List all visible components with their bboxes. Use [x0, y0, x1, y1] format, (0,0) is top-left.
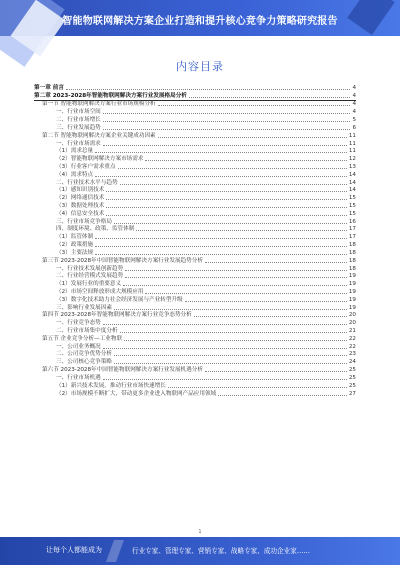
- report-title: 智能物联网解决方案企业打造和提升核心竞争力策略研究报告: [62, 16, 338, 27]
- toc-leader-dots: [106, 215, 347, 216]
- toc-entry-page: 12: [348, 156, 356, 163]
- toc-entry[interactable]: [34, 108, 356, 116]
- toc-leader-dots: [123, 285, 347, 286]
- toc-leader-dots: [95, 254, 347, 255]
- toc-entry-page: 16: [348, 218, 356, 225]
- toc-entry-label: 二、公司竞争优势分析: [56, 351, 112, 358]
- footer-roles: 行业专家、管理专家、营销专家、战略专家、成功企业家……: [132, 547, 311, 555]
- toc-entry-label: 第二节 智能物联网解决方案企业关键成功因素: [42, 132, 156, 139]
- toc-entry-page: 14: [348, 179, 356, 186]
- table-of-contents: [34, 84, 356, 398]
- toc-entry-page: 18: [348, 257, 356, 264]
- toc-entry-page: 25: [348, 374, 356, 381]
- toc-entry[interactable]: [34, 374, 356, 382]
- toc-entry-page: 4: [352, 109, 356, 116]
- toc-entry-page: 25: [348, 367, 356, 374]
- toc-entry-page: 4: [352, 92, 356, 99]
- toc-leader-dots: [158, 105, 351, 106]
- toc-entry[interactable]: [34, 327, 356, 335]
- toc-entry-page: 19: [348, 288, 356, 295]
- toc-entry[interactable]: [34, 202, 356, 210]
- toc-entry-label: 二、行业经营模式发展趋势: [56, 273, 124, 280]
- toc-entry[interactable]: [34, 312, 356, 320]
- toc-entry-label: 第一节 智能物联网解决方案行业市场规模分析: [42, 101, 156, 108]
- toc-leader-dots: [120, 332, 347, 333]
- toc-entry-label: （2）市场空间释放形成大规模应用: [56, 288, 144, 295]
- toc-leader-dots: [103, 145, 347, 146]
- toc-entry[interactable]: [34, 249, 356, 257]
- toc-entry-label: （2）政策措施: [56, 242, 94, 249]
- toc-entry-page: 11: [348, 148, 356, 155]
- toc-entry-page: 5: [352, 117, 356, 124]
- page-number: 1: [198, 529, 202, 535]
- toc-entry[interactable]: [34, 358, 356, 366]
- toc-leader-dots: [95, 176, 347, 177]
- toc-entry-page: 19: [348, 304, 356, 311]
- toc-entry-label: 二、行业技术水平与趋势: [56, 179, 118, 186]
- toc-entry-label: （3）主要法规: [56, 249, 94, 256]
- toc-entry[interactable]: [34, 304, 356, 312]
- toc-entry-page: 15: [348, 195, 356, 202]
- toc-entry-label: 三、行业发展趋势: [56, 124, 101, 131]
- toc-entry[interactable]: [34, 140, 356, 148]
- toc-leader-dots: [103, 324, 347, 325]
- toc-entry-page: 20: [348, 320, 356, 327]
- toc-entry-label: 三、公司核心竞争策略: [56, 359, 112, 366]
- toc-entry[interactable]: [34, 390, 356, 398]
- toc-entry[interactable]: [34, 296, 356, 304]
- toc-entry[interactable]: [34, 273, 356, 281]
- toc-entry[interactable]: [34, 194, 356, 202]
- toc-entry[interactable]: [34, 148, 356, 156]
- toc-leader-dots: [189, 97, 351, 98]
- toc-entry-page: 23: [348, 351, 356, 358]
- toc-entry-label: （3）数据处理技术: [56, 203, 105, 209]
- toc-leader-dots: [168, 387, 347, 388]
- toc-leader-dots: [118, 168, 347, 169]
- footer-slogan: 让每个人都能成为: [46, 546, 102, 554]
- toc-leader-dots: [114, 309, 347, 310]
- toc-entry-page: 13: [348, 163, 356, 170]
- toc-entry[interactable]: [34, 187, 356, 195]
- toc-entry-label: 三、影响行业发展因素: [56, 304, 112, 311]
- toc-entry-label: （1）新兴技术发展，推动行业市场快速增长: [56, 382, 166, 389]
- toc-leader-dots: [103, 113, 351, 114]
- toc-entry-label: （3）数字化技术助力社会经济发展与产业转型升级: [56, 296, 183, 303]
- toc-entry[interactable]: [34, 241, 356, 249]
- toc-leader-dots: [66, 89, 351, 90]
- toc-entry-page: 11: [348, 132, 356, 139]
- toc-entry[interactable]: [34, 210, 356, 218]
- toc-entry-page: 6: [352, 124, 356, 131]
- toc-entry[interactable]: [34, 155, 356, 163]
- toc-entry[interactable]: [34, 366, 356, 374]
- toc-entry[interactable]: [34, 163, 356, 171]
- toc-leader-dots: [114, 223, 347, 224]
- toc-leader-dots: [120, 184, 347, 185]
- toc-leader-dots: [95, 238, 347, 239]
- toc-leader-dots: [136, 230, 347, 231]
- toc-entry-label: 二、行业市场集中度分析: [56, 328, 118, 334]
- toc-entry-page: 17: [348, 234, 356, 241]
- toc-leader-dots: [145, 293, 346, 294]
- toc-entry-label: 第六节 2023-2028年中国智能物联网解决方案行业发展机遇分析: [42, 367, 203, 374]
- toc-leader-dots: [218, 395, 347, 396]
- toc-leader-dots: [145, 160, 346, 161]
- toc-leader-dots: [95, 246, 347, 247]
- toc-entry[interactable]: [34, 101, 356, 109]
- toc-entry-label: （1）需求总量: [56, 148, 94, 155]
- toc-entry-page: 20: [348, 312, 356, 319]
- toc-entry-page: 15: [348, 203, 356, 209]
- toc-entry-page: 25: [348, 382, 356, 389]
- toc-entry-label: （2）智能物联网解决方案市场需求: [56, 156, 144, 163]
- toc-leader-dots: [124, 340, 347, 341]
- toc-entry-label: 第三节 2023-2028年中国智能物联网解决方案行业发展趋势分析: [42, 257, 203, 264]
- toc-entry[interactable]: [34, 116, 356, 124]
- toc-entry-label: （1）监管体制: [56, 234, 94, 241]
- toc-entry-label: 四、制度环境、政策、监管体制: [56, 226, 135, 233]
- toc-entry[interactable]: [34, 351, 356, 359]
- toc-entry-page: 18: [348, 242, 356, 249]
- toc-entry[interactable]: [34, 171, 356, 179]
- toc-entry-label: 一、行业竞争态势: [56, 320, 101, 327]
- toc-entry-label: 一、行业技术发展创新趋势: [56, 265, 124, 272]
- toc-entry-page: 4: [352, 101, 356, 108]
- toc-entry-page: 14: [348, 171, 356, 178]
- toc-entry[interactable]: [34, 288, 356, 296]
- toc-leader-dots: [185, 301, 347, 302]
- toc-entry-label: （1）发展行业的重要意义: [56, 281, 122, 288]
- toc-entry-label: （3）行业客户需求重点: [56, 163, 116, 170]
- toc-entry[interactable]: [34, 265, 356, 273]
- toc-leader-dots: [125, 277, 347, 278]
- toc-leader-dots: [106, 199, 347, 200]
- toc-entry-label: 第五节 企业竞争分析—工业物联: [42, 335, 123, 342]
- toc-entry-page: 14: [348, 187, 356, 194]
- toc-entry-page: 22: [348, 343, 356, 350]
- toc-entry-page: 19: [348, 281, 356, 288]
- toc-entry-label: 一、公司业务概况: [56, 343, 101, 350]
- toc-entry-label: 一、行业市场空间: [56, 109, 101, 116]
- toc-leader-dots: [205, 262, 347, 263]
- toc-entry-label: 第二章 2023-2028年智能物联网解决方案行业发展格局分析: [34, 92, 187, 99]
- toc-entry[interactable]: [34, 218, 356, 226]
- toc-entry-label: （4）信息安全技术: [56, 210, 105, 217]
- toc-entry[interactable]: [34, 319, 356, 327]
- toc-entry-page: 18: [348, 265, 356, 272]
- toc-entry[interactable]: [34, 132, 356, 140]
- toc-entry-page: 15: [348, 210, 356, 217]
- toc-entry[interactable]: [34, 233, 356, 241]
- toc-entry-page: 21: [348, 328, 356, 334]
- toc-leader-dots: [103, 129, 351, 130]
- toc-leader-dots: [194, 316, 347, 317]
- toc-leader-dots: [106, 191, 347, 192]
- toc-entry-label: 第一章 前言: [34, 84, 64, 91]
- toc-entry[interactable]: [34, 335, 356, 343]
- toc-entry-page: 19: [348, 273, 356, 280]
- toc-entry-label: 一、行业市场机遇: [56, 374, 101, 381]
- toc-leader-dots: [114, 355, 347, 356]
- toc-leader-dots: [103, 121, 351, 122]
- toc-entry-page: 11: [348, 140, 356, 147]
- toc-entry-page: 24: [348, 359, 356, 366]
- toc-entry[interactable]: [34, 280, 356, 288]
- toc-leader-dots: [95, 152, 347, 153]
- toc-leader-dots: [158, 137, 347, 138]
- toc-entry-label: 二、行业市场增长: [56, 117, 101, 124]
- toc-entry[interactable]: [34, 226, 356, 234]
- toc-leader-dots: [114, 363, 347, 364]
- toc-heading: 内容目录: [176, 60, 224, 73]
- toc-entry[interactable]: [34, 92, 356, 100]
- toc-entry-label: （1）感知识别技术: [56, 187, 105, 194]
- toc-entry-label: 三、行业市场竞争格局: [56, 218, 112, 225]
- toc-leader-dots: [125, 270, 347, 271]
- toc-entry-label: （2）网络通信技术: [56, 195, 105, 202]
- toc-entry[interactable]: [34, 124, 356, 132]
- toc-entry-page: 22: [348, 335, 356, 342]
- toc-entry-page: 17: [348, 226, 356, 233]
- toc-entry-label: （2）市场规模不断扩大，带动更多企业进入物联网产品应用领域: [56, 390, 217, 397]
- toc-entry[interactable]: [34, 257, 356, 265]
- toc-entry-page: 19: [348, 296, 356, 303]
- toc-entry-label: 第四节 2023-2028年智能物联网解决方案行业竞争态势分析: [42, 312, 192, 319]
- toc-leader-dots: [106, 207, 347, 208]
- toc-leader-dots: [103, 379, 347, 380]
- toc-leader-dots: [205, 371, 347, 372]
- toc-leader-dots: [103, 348, 347, 349]
- toc-entry[interactable]: [34, 382, 356, 390]
- toc-entry-label: （4）需求特点: [56, 171, 94, 178]
- toc-entry[interactable]: [34, 84, 356, 92]
- toc-entry-page: 4: [352, 84, 356, 91]
- toc-entry-label: 一、行业市场需求: [56, 140, 101, 147]
- toc-entry[interactable]: [34, 343, 356, 351]
- toc-entry[interactable]: [34, 179, 356, 187]
- toc-entry-page: 18: [348, 249, 356, 256]
- toc-entry-page: 27: [348, 390, 356, 397]
